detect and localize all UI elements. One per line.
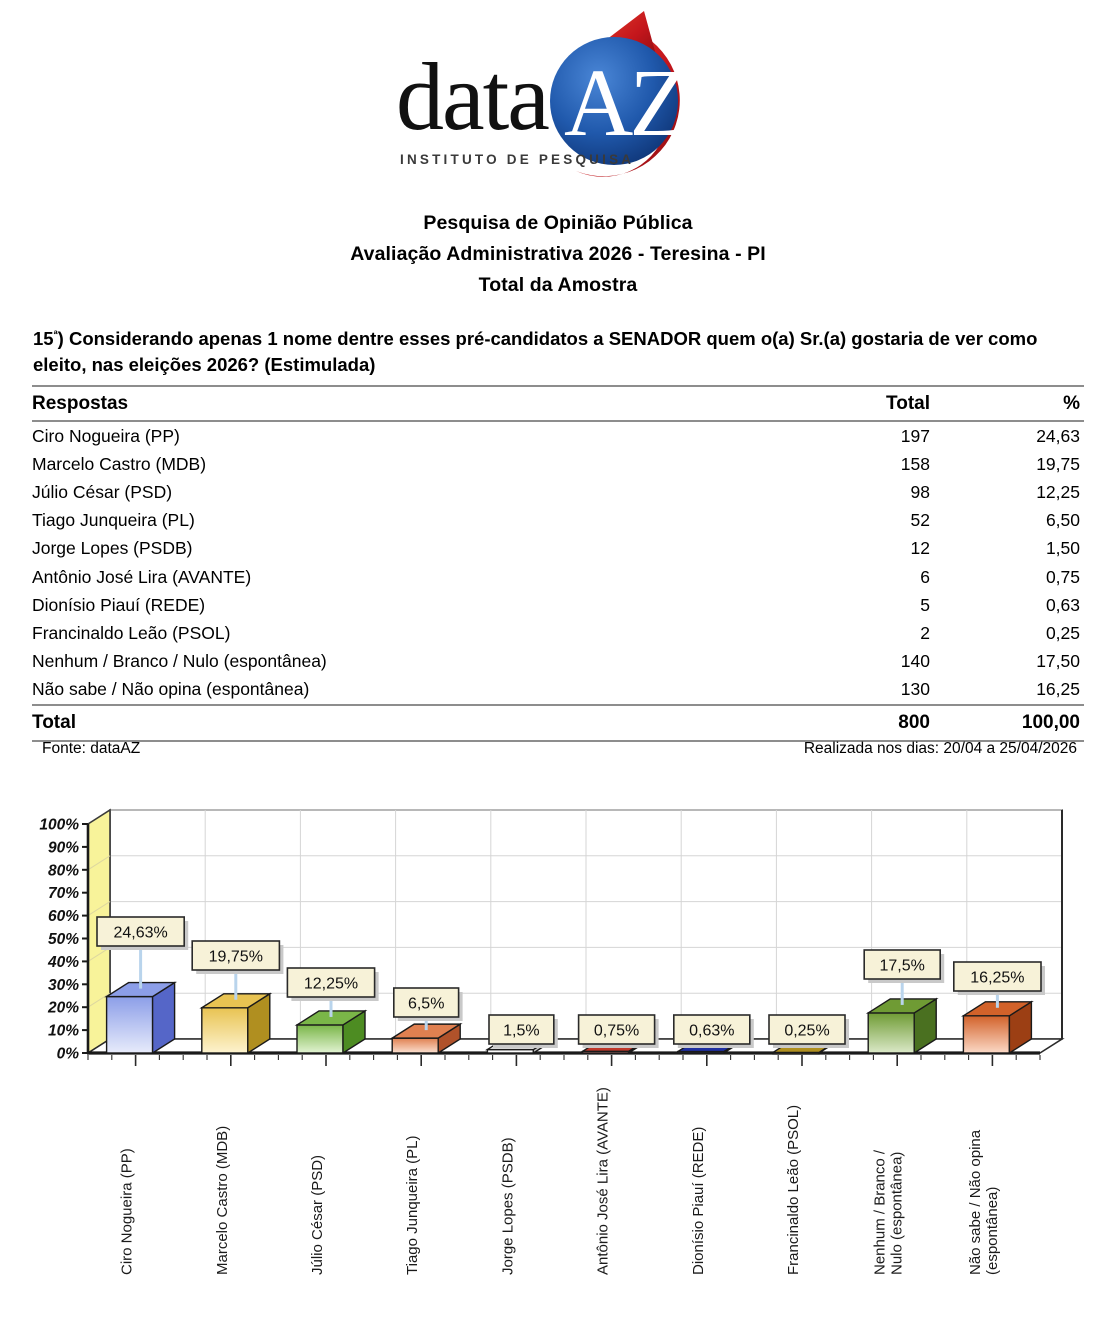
cell-total: 800 [780,705,930,741]
cell-resposta: Não sabe / Não opina (espontânea) [32,679,310,700]
data-label-text: 6,5% [407,995,445,1013]
table-row [32,507,1084,535]
source-label: Fonte: dataAZ [42,740,141,757]
data-label-text: 1,5% [503,1022,540,1040]
cell-resposta: Francinaldo Leão (PSOL) [32,622,231,643]
bar-front-face [107,997,153,1053]
col-header-respostas: Respostas [32,386,780,421]
cell-percent: 24,63 [1036,425,1080,446]
y-axis-tick-label: 10% [47,1022,79,1040]
cell-percent: 100,00 [930,705,1084,741]
cell-total: 52 [910,510,930,531]
report-title-line2: Avaliação Administrativa 2026 - Teresina - PI [350,243,766,265]
x-axis-category-label [984,1187,1001,1275]
data-label-text: 0,25% [784,1022,830,1040]
table-header-row [32,386,1084,421]
report-title-line3: Total da Amostra [478,274,638,296]
x-axis-category-line: Dionísio Piauí (REDE) [689,1126,707,1275]
data-label-text: 0,75% [593,1022,640,1040]
x-axis-category-line: Jorge Lopes (PSDB) [499,1137,517,1275]
x-axis-category-line: Júlio César (PSD) [309,1154,326,1275]
data-label-text: 19,75% [208,948,263,966]
bar-chart-svg [0,800,1116,1333]
y-axis-tick-label: 40% [47,953,79,971]
x-axis-category-line: (espontânea) [983,1186,1001,1275]
brand-logo [0,6,1116,202]
y-axis-tick-label: 20% [47,999,79,1017]
cell-percent: 16,25 [1036,679,1080,700]
logo-wordmark-az: AZ [564,49,684,156]
x-axis-category-label [595,1087,612,1275]
y-axis-tick-label: 0% [56,1045,79,1063]
y-axis-tick-label: 50% [47,931,79,948]
cell-percent: 12,25 [1036,481,1080,502]
question-body: ) Considerando apenas 1 nome dentre esses pré-candidatos a SENADOR quem o(a) Sr.(a) gostaria de ver como eleito, nas eleições 2026? (Estimulada) [33,328,1038,376]
x-axis-category-label [309,1155,326,1275]
data-label-text: 0,63% [689,1022,735,1040]
question-ordinal: ª [53,329,58,341]
bar-chart [0,800,1116,1333]
x-axis-category-line: Francinaldo Leão (PSOL) [785,1104,802,1275]
bar-group [963,1002,1031,1053]
cell-resposta: Jorge Lopes (PSDB) [32,538,193,559]
question-number: 15 [33,328,54,350]
cell-resposta: Nenhum / Branco / Nulo (espontânea) [32,651,327,672]
table-footer [42,740,1077,758]
logo-graphic [388,9,728,199]
report-title-line1: Pesquisa de Opinião Pública [423,212,693,234]
table-row [32,563,1084,591]
cell-resposta: Dionísio Piauí (REDE) [32,594,206,615]
cell-total: 130 [900,679,930,700]
table-body [32,421,1084,741]
logo-tagline: INSTITUTO DE PESQUISA [400,152,635,167]
cell-percent: 19,75 [1036,453,1080,474]
logo-wordmark-data: data [396,43,548,150]
table-head [32,386,1084,421]
cell-resposta: Ciro Nogueira (PP) [32,425,180,446]
y-axis-tick-label: 70% [47,885,79,903]
x-axis-category-line: Antônio José Lira (AVANTE) [594,1087,612,1275]
cell-resposta: Tiago Junqueira (PL) [32,510,195,531]
cell-percent: 0,63 [1045,594,1080,615]
cell-total: 12 [910,538,930,559]
data-label-text: 24,63% [113,924,168,942]
bar-group [868,999,936,1053]
x-axis-category-label [967,1129,984,1275]
cell-total: 6 [920,566,930,587]
cell-percent: 0,25 [1045,622,1080,643]
y-axis-tick-label: 30% [47,976,79,994]
cell-total: 98 [910,481,930,502]
table-total-row [32,705,1084,741]
x-axis-category-label [872,1149,889,1275]
x-axis-category-label [214,1126,231,1275]
x-axis-category-line: Nulo (espontânea) [888,1151,906,1275]
results-table [32,385,1084,742]
cell-percent: 17,50 [1036,651,1080,672]
data-label-text: 12,25% [303,975,359,993]
table-row [32,619,1084,647]
cell-percent: 0,75 [1045,566,1080,587]
col-header-percent: % [930,386,1084,421]
bar-front-face [297,1025,343,1053]
x-axis-category-label [119,1148,136,1275]
data-label-text: 16,25% [970,969,1025,987]
x-axis-category-label [889,1152,906,1275]
cell-percent: 1,50 [1045,538,1080,559]
x-axis-category-line: Tiago Junqueira (PL) [404,1135,422,1275]
x-axis-category-label [404,1135,421,1275]
cell-total: 2 [920,622,930,643]
table-row [32,676,1084,705]
cell-resposta: Total [32,705,780,741]
bar-group [202,994,270,1053]
cell-resposta: Marcelo Castro (MDB) [32,453,207,474]
table-row [32,421,1084,450]
table-row [32,478,1084,506]
bar-group [107,983,175,1053]
bar-front-face [392,1038,438,1053]
bar-front-face [868,1013,914,1053]
x-axis-category-line: Ciro Nogueira (PP) [118,1148,136,1275]
cell-total: 197 [900,425,930,446]
table-row [32,450,1084,478]
y-axis-tick-label: 90% [47,839,79,857]
cell-percent: 6,50 [1045,510,1080,531]
cell-total: 140 [900,651,930,672]
y-axis-tick-label: 100% [39,816,79,834]
x-axis-category-line: Marcelo Castro (MDB) [213,1125,231,1275]
report-header [0,208,1116,301]
x-axis-category-label [785,1105,802,1275]
data-label-text: 17,5% [879,957,925,975]
y-axis-tick-label: 80% [47,862,79,880]
fieldwork-label: Realizada nos dias: 20/04 a 25/04/2026 [803,740,1077,757]
cell-total: 158 [900,453,930,474]
cell-resposta: Antônio José Lira (AVANTE) [32,566,252,587]
x-axis-category-line: Nenhum / Branco / [871,1149,889,1275]
x-axis-category-label [499,1137,516,1275]
bar-front-face [963,1016,1009,1053]
cell-total: 5 [920,594,930,615]
question-text [33,322,1043,378]
table-row [32,591,1084,619]
col-header-total: Total [780,386,930,421]
y-axis-tick-label: 60% [47,908,79,926]
x-axis-category-line: Não sabe / Não opina [966,1129,984,1275]
bar-front-face [202,1008,248,1053]
x-axis-category-label [690,1127,707,1275]
table-row [32,648,1084,676]
table-row [32,535,1084,563]
cell-resposta: Júlio César (PSD) [32,481,173,502]
